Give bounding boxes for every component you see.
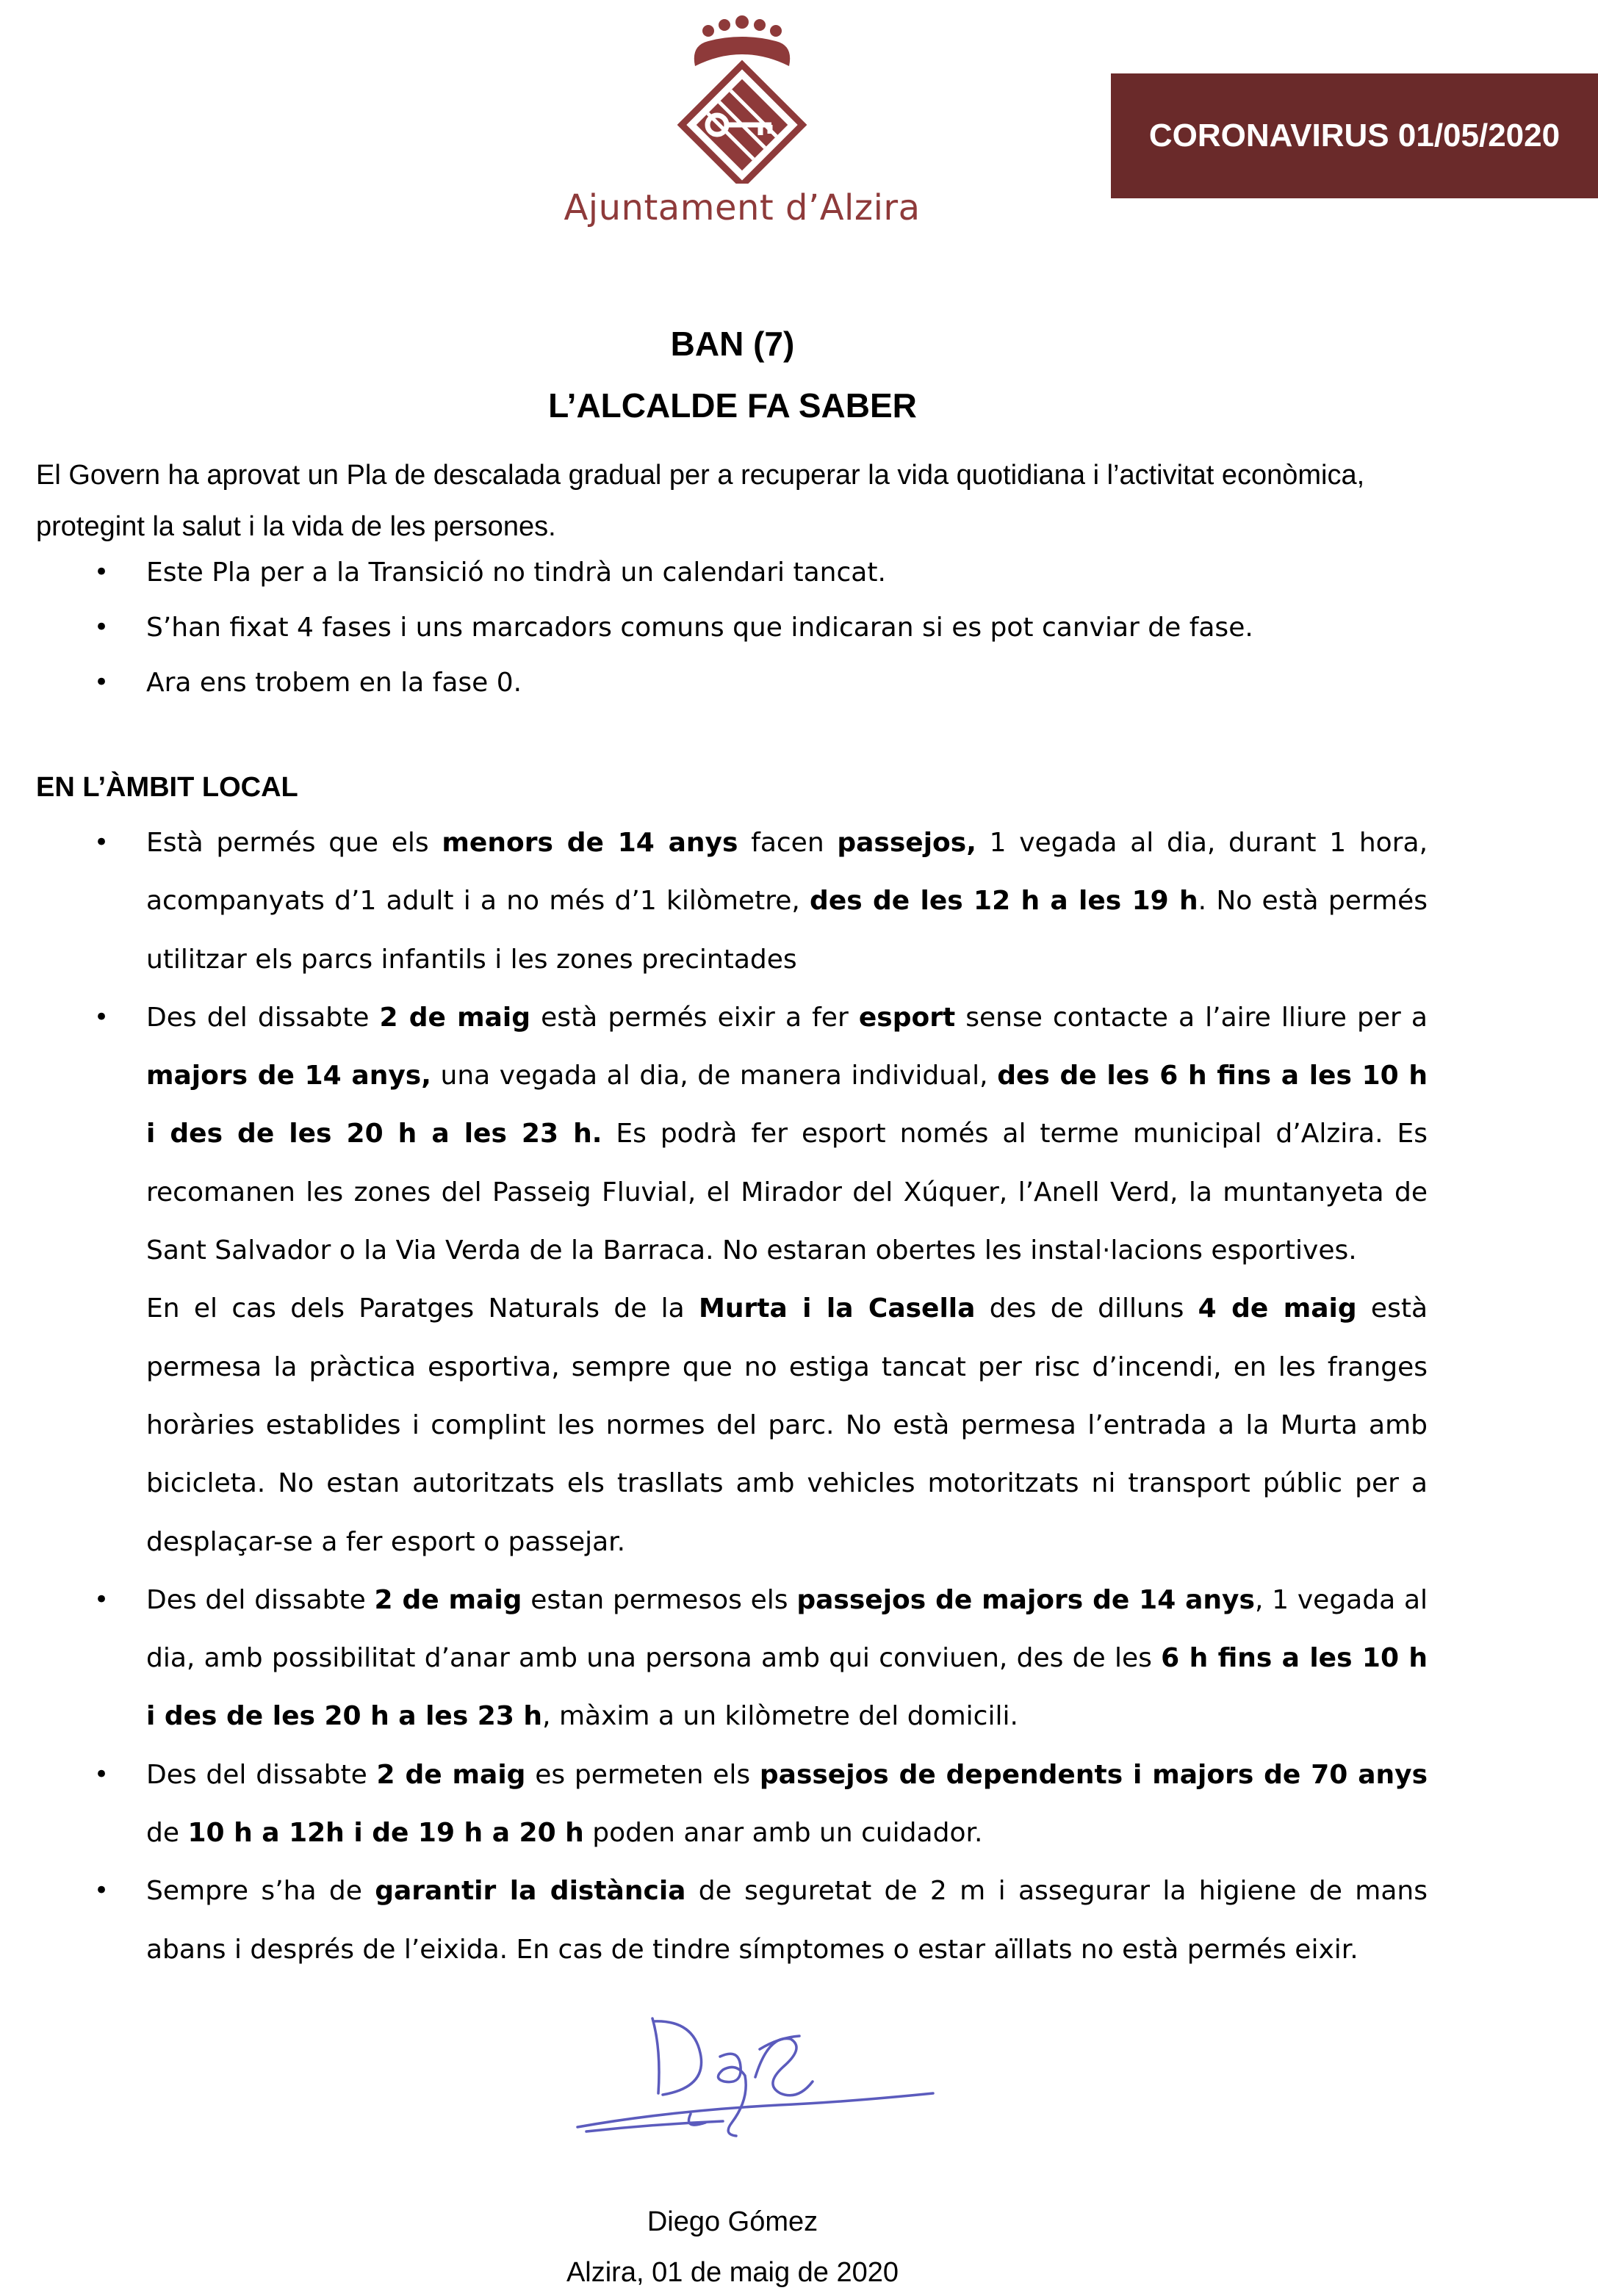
municipal-logo	[551, 15, 933, 235]
list-item-paragraph	[146, 1571, 1428, 1746]
list-item	[36, 655, 1428, 710]
body-text: es permeten els	[525, 1759, 760, 1790]
list-item	[36, 989, 1428, 1571]
body-text: facen	[738, 828, 838, 858]
list-item-paragraph	[146, 1746, 1428, 1863]
page-subtitle: L’ALCALDE FA SABER	[548, 386, 917, 425]
body-text: 1 vegada al dia, durant 1 hora, acompanyats d’1 adult i a no més d’1 kilòmetre,	[146, 828, 1428, 917]
body-text: , 1 vegada al dia, amb possibilitat d’anar amb una persona amb qui conviuen, des de les	[146, 1584, 1428, 1674]
body-text: , màxim a un kilòmetre del domicili.	[542, 1701, 1018, 1732]
signature-icon	[566, 2005, 948, 2174]
emphasis-text: passejos de majors de 14 anys	[796, 1584, 1255, 1615]
list-item-paragraph	[146, 989, 1428, 1279]
body-text: En el cas dels Paratges Naturals de la	[146, 1293, 699, 1324]
emphasis-text: 2 de maig	[374, 1584, 522, 1615]
emphasis-text: passejos de dependents i majors de 70 anys	[759, 1759, 1428, 1790]
bullet-icon: •	[94, 557, 109, 587]
emphasis-text: menors de 14 anys	[442, 828, 738, 858]
emphasis-text: 2 de maig	[376, 1759, 526, 1790]
body-text: està permesa la pràctica esportiva, sempre que no estiga tancat per risc d’incendi, en les franges horàries establides i complint les normes del parc. No està permesa l’entrada a la Murta amb bicicleta. No estan autoritzats els trasllats amb vehicles motoritzats ni transport públic per a desplaçar-se a fer esport o passejar.	[146, 1293, 1428, 1557]
intro-paragraph: El Govern ha aprovat un Pla de descalada gradual per a recuperar la vida quotidiana i l’activitat econòmica, protegint la salut i la vida de les persones.	[36, 460, 1365, 542]
section-heading: EN L’ÀMBIT LOCAL	[36, 772, 298, 803]
list-item	[36, 600, 1428, 655]
list-item	[36, 814, 1428, 989]
emphasis-text: des de les 12 h a les 19 h	[810, 886, 1198, 917]
local-measures-list	[36, 814, 1428, 1979]
bullet-icon: •	[94, 613, 109, 642]
emphasis-text: 4 de maig	[1198, 1293, 1357, 1324]
emphasis-text: 2 de maig	[379, 1002, 531, 1033]
list-item	[36, 545, 1428, 600]
body-text: de seguretat de 2 m i assegurar la higiene de mans abans i després de l’eixida. En cas de tindre símptomes o estar aïllats no està permés eixir.	[146, 1876, 1428, 1965]
body-text: està permés eixir a fer	[530, 1002, 859, 1033]
emphasis-text: des de les 6 h fins a les 10 h i des de les 20 h a les 23 h.	[146, 1061, 1428, 1149]
intro-bullet-list	[36, 545, 1428, 710]
body-text: una vegada al dia, de manera individual,	[431, 1061, 998, 1091]
body-text: Sempre s’ha de	[146, 1876, 375, 1907]
list-item	[36, 1571, 1428, 1746]
body-text: poden anar amb un cuidador.	[583, 1818, 983, 1849]
emphasis-text: esport	[858, 1002, 956, 1033]
body-text: Des del dissabte	[146, 1002, 380, 1033]
list-item-text: Este Pla per a la Transició no tindrà un calendari tancat.	[146, 557, 886, 588]
bullet-icon: •	[94, 1002, 109, 1032]
emphasis-text: 6 h fins a les 10 h i des de les 20 h a les 23 h	[146, 1643, 1428, 1732]
bullet-icon: •	[94, 1584, 109, 1614]
emphasis-text: majors de 14 anys,	[146, 1061, 431, 1091]
emphasis-text: 10 h a 12h i de 19 h a 20 h	[187, 1818, 584, 1849]
body-text: estan permesos els	[522, 1584, 797, 1615]
list-item-paragraph	[146, 814, 1428, 989]
signer-place-date: Alzira, 01 de maig de 2020	[566, 2257, 899, 2288]
body-text: Des del dissabte	[146, 1759, 377, 1790]
list-item	[36, 1746, 1428, 1863]
list-item-text: S’han fixat 4 fases i uns marcadors comuns que indicaran si es pot canviar de fase.	[146, 613, 1253, 643]
bullet-icon: •	[94, 1759, 109, 1789]
emphasis-text: Murta i la Casella	[699, 1293, 976, 1324]
body-text: Es podrà fer esport només al terme municipal d’Alzira. Es recomanen les zones del Passeig Fluvial, el Mirador del Xúquer, l’Anell Verd, la muntanyeta de Sant Salvador o la Via Verda de la Barraca. No estaran obertes les instal·lacions esportives.	[146, 1119, 1428, 1266]
coat-of-arms-icon	[551, 15, 933, 184]
body-text: . No està permés utilitzar els parcs infantils i les zones precintades	[146, 886, 1428, 975]
emphasis-text: passejos,	[837, 828, 976, 858]
body-text: des de dilluns	[975, 1293, 1198, 1324]
body-text: sense contacte a l’aire lliure per a	[955, 1002, 1428, 1033]
bullet-icon: •	[94, 1876, 109, 1906]
list-item-paragraph	[146, 1862, 1428, 1979]
date-badge: CORONAVIRUS 01/05/2020	[1111, 73, 1598, 198]
bullet-icon: •	[94, 828, 109, 857]
logo-text: Ajuntament d’Alzira	[564, 187, 921, 228]
signer-name: Diego Gómez	[647, 2206, 818, 2237]
list-item	[36, 1862, 1428, 1979]
body-text: Està permés que els	[146, 828, 442, 858]
bullet-icon: •	[94, 668, 109, 697]
emphasis-text: garantir la distància	[375, 1876, 686, 1907]
body-text: Des del dissabte	[146, 1584, 375, 1615]
body-text: de	[146, 1818, 188, 1849]
page-title: BAN (7)	[670, 325, 795, 363]
list-item-text: Ara ens trobem en la fase 0.	[146, 668, 522, 698]
list-item-paragraph	[146, 1279, 1428, 1570]
